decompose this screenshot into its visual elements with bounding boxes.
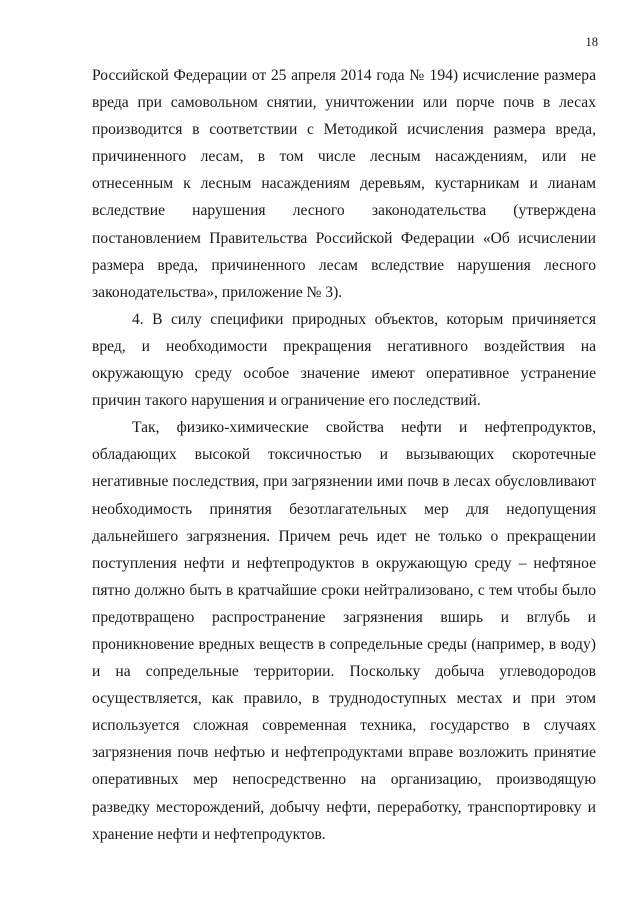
paragraph-item-4: 4. В силу специфики природных объектов, которым причиняется вред, и необходимости прекращения негативного воздействия на окружающую среду особое значение имеют оперативное устранение причин такого нарушения и ограничение его последствий.	[92, 310, 596, 410]
paragraph-continuation: Российской Федерации от 25 апреля 2014 года № 194) исчисление размера вреда при самовольном снятии, уничтожении или порче почв в лесах производится в соответствии с Методикой исчисления размера вреда, причиненного лесам, в том числе лесным насаждениям, или не отнесенным к лесным насаждениям деревьям, кустарникам и лианам вследствие нарушения лесного законодательства (утверждена постановлением Правительства Российской Федерации «Об исчислении размера вреда, причиненного лесам вследствие нарушения лесного законодательства», приложение № 3).	[92, 67, 596, 301]
paragraph-oil-pollution: Так, физико-химические свойства нефти и нефтепродуктов, обладающих высокой токсичностью и вызывающих скоротечные негативные последствия, при загрязнении ими почв в лесах обусловливают необходимость принятия безотлагательных мер для недопущения дальнейшего загрязнения. Причем речь идет не только о прекращении поступления нефти и нефтепродуктов в окружающую среду – нефтяное пятно должно быть в кратчайшие сроки нейтрализовано, с тем чтобы было предотвращено распространение загрязнения вширь и вглубь и проникновение вредных веществ в сопредельные среды (например, в воду) и на сопредельные территории. Поскольку добыча углеводородов осуществляется, как правило, в труднодоступных местах и при этом используется сложная современная техника, государство в случаях загрязнения почв нефтью и нефтепродуктами вправе возложить принятие оперативных мер непосредственно на организацию, производящую разведку месторождений, добычу нефти, переработку, транспортировку и хранение нефти и нефтепродуктов.	[92, 419, 596, 843]
body-text	[92, 62, 596, 848]
page-number: 18	[585, 35, 598, 49]
